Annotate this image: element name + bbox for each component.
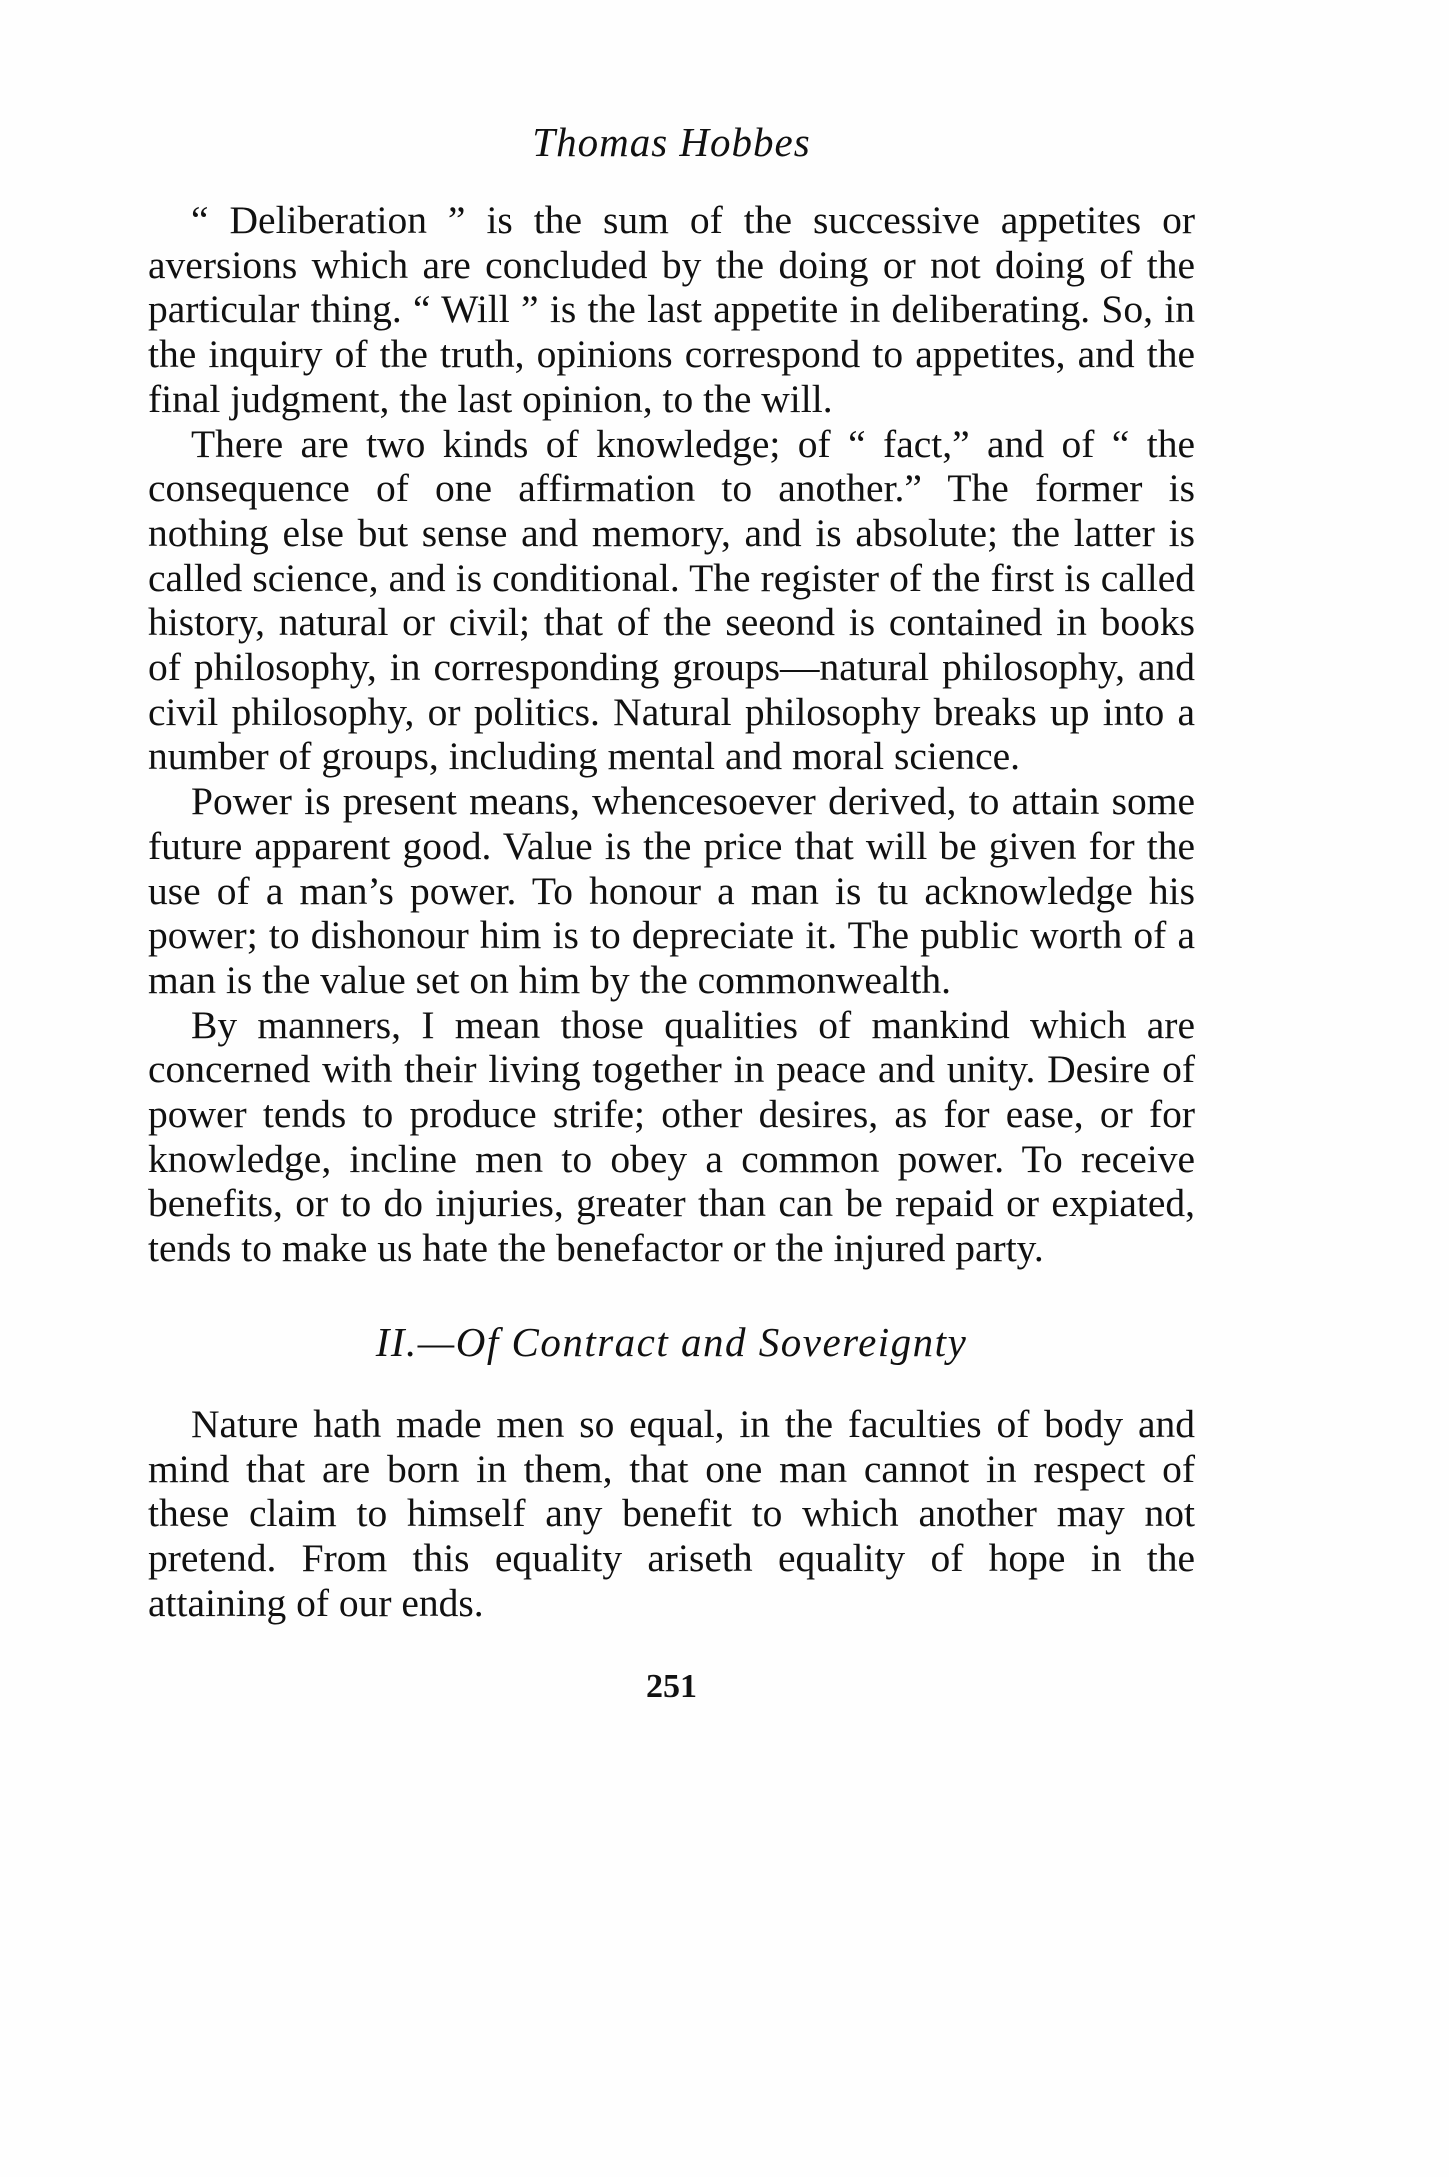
paragraph-knowledge: There are two kinds of knowledge; of “ fact,” and of “ the consequence of one affirmation to another.” The former is nothing else but sense and memory, and is absolute; the latter is called science, and is conditional. The register of the first is called history, natural or civil; that of the seeond is contained in books of philosophy, in corresponding groups—natural philosophy, and civil philosophy, or politics. Natural philosophy breaks up into a number of groups, including mental and moral science. xyxy=(148,421,1195,779)
body-text-part1 xyxy=(148,198,1195,1271)
paragraph-deliberation: “ Deliberation ” is the sum of the successive appetites or aversions which are concluded by the doing or not doing of the particular thing. “ Will ” is the last appetite in deliberating. So, in the inquiry of the truth, opinions correspond to appetites, and the final judgment, the last opinion, to the will. xyxy=(148,198,1195,421)
body-text-part2 xyxy=(148,1402,1195,1626)
paragraph-manners: By manners, I mean those qualities of mankind which are concerned with their living together in peace and unity. Desire of power tends to produce strife; other desires, as for ease, or for knowledge, incline men to obey a common power. To receive benefits, or to do injuries, greater than can be repaid or expiated, tends to make us hate the benefactor or the injured party. xyxy=(148,1002,1195,1271)
running-title: Thomas Hobbes xyxy=(532,119,811,165)
section-heading: II.—Of Contract and Sovereignty xyxy=(375,1319,968,1365)
paragraph-power: Power is present means, whencesoever derived, to attain some future apparent good. Value is the price that will be given for the use of a man’s power. To honour a man is tu acknowledge his power; to dishonour him is to depreciate it. The public worth of a man is the value set on him by the commonwealth. xyxy=(148,779,1195,1002)
page-number: 251 xyxy=(646,1668,697,1705)
paragraph-nature: Nature hath made men so equal, in the faculties of body and mind that are born in them, that one man cannot in respect of these claim to himself any benefit to which another may not pretend. From this equality ariseth equality of hope in the attaining of our ends. xyxy=(148,1402,1195,1625)
